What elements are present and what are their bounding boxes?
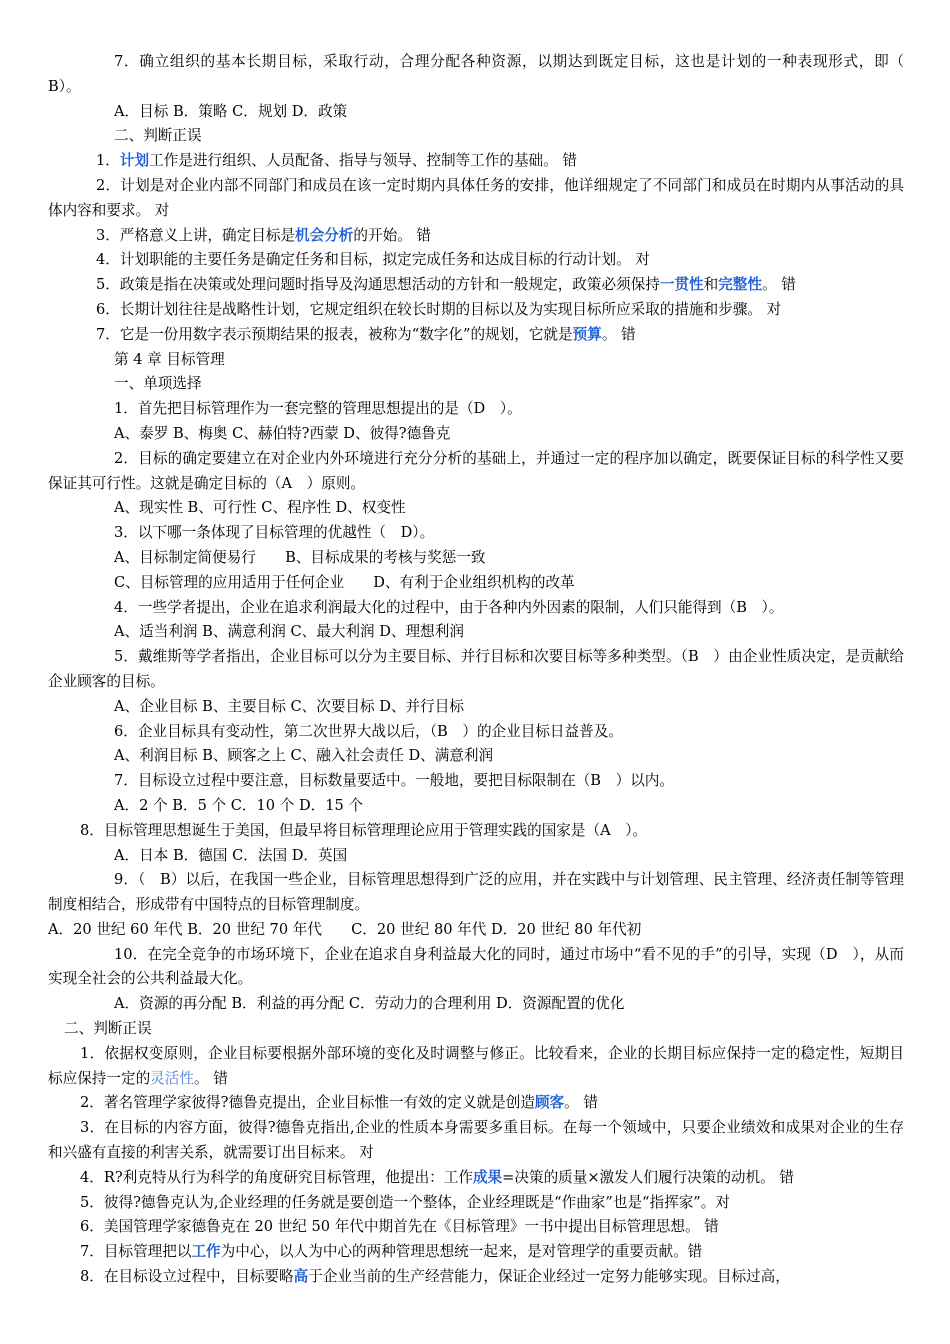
tf-7: 7．目标管理把以工作为中心，以人为中心的两种管理思想统一起来，是对管理学的重要贡献。错 bbox=[80, 1243, 703, 1261]
highlight-term: 一贯性 bbox=[659, 276, 704, 294]
tf-5: 5．彼得?德鲁克认为,企业经理的任务就是要创造一个整体，企业经理既是“作曲家”也是“指挥家”。对 bbox=[80, 1193, 730, 1211]
tf-4: 4．R?利克特从行为科学的角度研究目标管理，他提出：工作成果=决策的质量×激发人们履行决策的动机。 错 bbox=[80, 1168, 794, 1186]
judge-5: 5．政策是指在决策或处理问题时指导及沟通思想活动的方针和一般规定，政策必须保持一贯性和完整性。 错 bbox=[96, 276, 796, 294]
highlight-term: 顾客 bbox=[534, 1094, 565, 1112]
mc-6-options: A、利润目标 B、顾客之上 C、融入社会责任 D、满意利润 bbox=[114, 747, 494, 765]
highlight-term: 计划 bbox=[119, 152, 150, 170]
highlight-term: 灵活性 bbox=[150, 1069, 194, 1087]
mc-6: 6．企业目标具有变动性，第二次世界大战以后，（B ）的企业目标日益普及。 bbox=[114, 722, 623, 740]
mc-9: 9．（ B）以后，在我国一些企业，目标管理思想得到广泛的应用，并在实践中与计划管理、民主管理、经济责任制等管理制度相结合，形成带有中国特点的目标管理制度。 bbox=[48, 871, 904, 914]
mc-5: 5．戴维斯等学者指出，企业目标可以分为主要目标、并行目标和次要目标等多种类型。（B ）由企业性质决定，是贡献给企业顾客的目标。 bbox=[48, 648, 904, 690]
mc-4-options: A、适当利润 B、满意利润 C、最大利润 D、理想利润 bbox=[114, 623, 464, 641]
mc-3-options-b: C、目标管理的应用适用于任何企业 D、有利于企业组织机构的改革 bbox=[114, 573, 575, 591]
mc-8-options: A．日本 B．德国 C．法国 D．英国 bbox=[114, 846, 348, 864]
mc-1: 1．首先把目标管理作为一套完整的管理思想提出的是（D ）。 bbox=[114, 400, 522, 418]
highlight-term: 预算 bbox=[572, 325, 602, 343]
mc-10-options: A．资源的再分配 B．利益的再分配 C．劳动力的合理利用 D．资源配置的优化 bbox=[114, 995, 625, 1013]
mc-8: 8．目标管理思想诞生于美国，但最早将目标管理理论应用于管理实践的国家是（A ）。 bbox=[80, 821, 648, 839]
mc-1-options: A、泰罗 B、梅奥 C、赫伯特?西蒙 D、彼得?德鲁克 bbox=[114, 424, 451, 442]
tf-1: 1．依据权变原则，企业目标要根据外部环境的变化及时调整与修正。比较看来，企业的长期目标应保持一定的稳定性，短期目标应保持一定的灵活性。 错 bbox=[48, 1044, 904, 1087]
mc-3: 3．以下哪一条体现了目标管理的优越性（ D）。 bbox=[114, 524, 435, 542]
mc-10: 10．在完全竞争的市场环境下，企业在追求自身利益最大化的同时，通过市场中“看不见的手”的引导，实现（D ），从而实现全社会的公共利益最大化。 bbox=[48, 945, 904, 988]
judge-3: 3．严格意义上讲，确定目标是机会分析的开始。 错 bbox=[96, 226, 432, 244]
section-heading: 一、单项选择 bbox=[114, 375, 202, 393]
options-7: A．目标 B．策略 C．规划 D．政策 bbox=[114, 102, 348, 120]
tf-2: 2．著名管理学家彼得?德鲁克提出，企业目标惟一有效的定义就是创造顾客。 错 bbox=[80, 1094, 598, 1112]
highlight-term: 机会分析 bbox=[295, 226, 354, 244]
mc-7: 7．目标设立过程中要注意，目标数量要适中。一般地，要把目标限制在（B ）以内。 bbox=[114, 772, 674, 790]
mc-2-options: A、现实性 B、可行性 C、程序性 D、权变性 bbox=[114, 499, 406, 517]
mc-2: 2．目标的确定要建立在对企业内外环境进行充分分析的基础上，并通过一定的程序加以确定，既要保证目标的科学性又要保证其可行性。这就是确定目标的（A ）原则。 bbox=[48, 449, 904, 492]
section-heading: 二、判断正误 bbox=[114, 127, 202, 145]
mc-4: 4．一些学者提出，企业在追求利润最大化的过程中，由于各种内外因素的限制，人们只能得到（B ）。 bbox=[114, 598, 784, 616]
highlight-term: 高 bbox=[293, 1268, 309, 1286]
chapter-heading: 第 4 章 目标管理 bbox=[114, 350, 225, 368]
judge-6: 6．长期计划往往是战略性计划，它规定组织在较长时期的目标以及为实现目标所应采取的措施和步骤。 对 bbox=[96, 300, 782, 318]
tf-8: 8．在目标设立过程中，目标要略高于企业当前的生产经营能力，保证企业经过一定努力能够实现。目标过高， bbox=[80, 1268, 790, 1286]
mc-3-options-a: A、目标制定简便易行 B、目标成果的考核与奖惩一致 bbox=[114, 548, 486, 566]
section-heading: 二、判断正误 bbox=[64, 1020, 152, 1038]
highlight-term: 成果 bbox=[472, 1168, 503, 1186]
tf-6: 6．美国管理学家德鲁克在 20 世纪 50 年代中期首先在《目标管理》一书中提出目标管理思想。 错 bbox=[80, 1218, 719, 1236]
judge-2: 2．计划是对企业内部不同部门和成员在该一定时期内具体任务的安排，他详细规定了不同部门和成员在时期内从事活动的具体内容和要求。 对 bbox=[48, 176, 904, 219]
mc-5-options: A、企业目标 B、主要目标 C、次要目标 D、并行目标 bbox=[114, 697, 464, 715]
judge-7: 7．它是一份用数字表示预期结果的报表，被称为“数字化”的规划，它就是预算。 错 bbox=[96, 325, 636, 343]
tf-3: 3．在目标的内容方面，彼得?德鲁克指出,企业的性质本身需要多重目标。在每一个领域中，只要企业绩效和成果对企业的生存和兴盛有直接的利害关系，就需要订出目标来。 对 bbox=[48, 1119, 904, 1162]
highlight-term: 完整性 bbox=[718, 276, 763, 294]
mc-7-options: A．2 个 B．5 个 C．10 个 D．15 个 bbox=[114, 796, 364, 814]
judge-4: 4．计划职能的主要任务是确定任务和目标，拟定完成任务和达成目标的行动计划。 对 bbox=[96, 251, 650, 269]
judge-1: 1．计划工作是进行组织、人员配备、指导与领导、控制等工作的基础。 错 bbox=[96, 152, 577, 170]
question-7: 7．确立组织的基本长期目标，采取行动，合理分配各种资源，以期达到既定目标，这也是计划的一种表现形式，即（ B）。 bbox=[48, 53, 924, 95]
mc-9-options: A．20 世纪 60 年代 B．20 世纪 70 年代 C．20 世纪 80 年代 D．20 世纪 80 年代初 bbox=[48, 920, 642, 938]
highlight-term: 工作 bbox=[191, 1243, 221, 1261]
